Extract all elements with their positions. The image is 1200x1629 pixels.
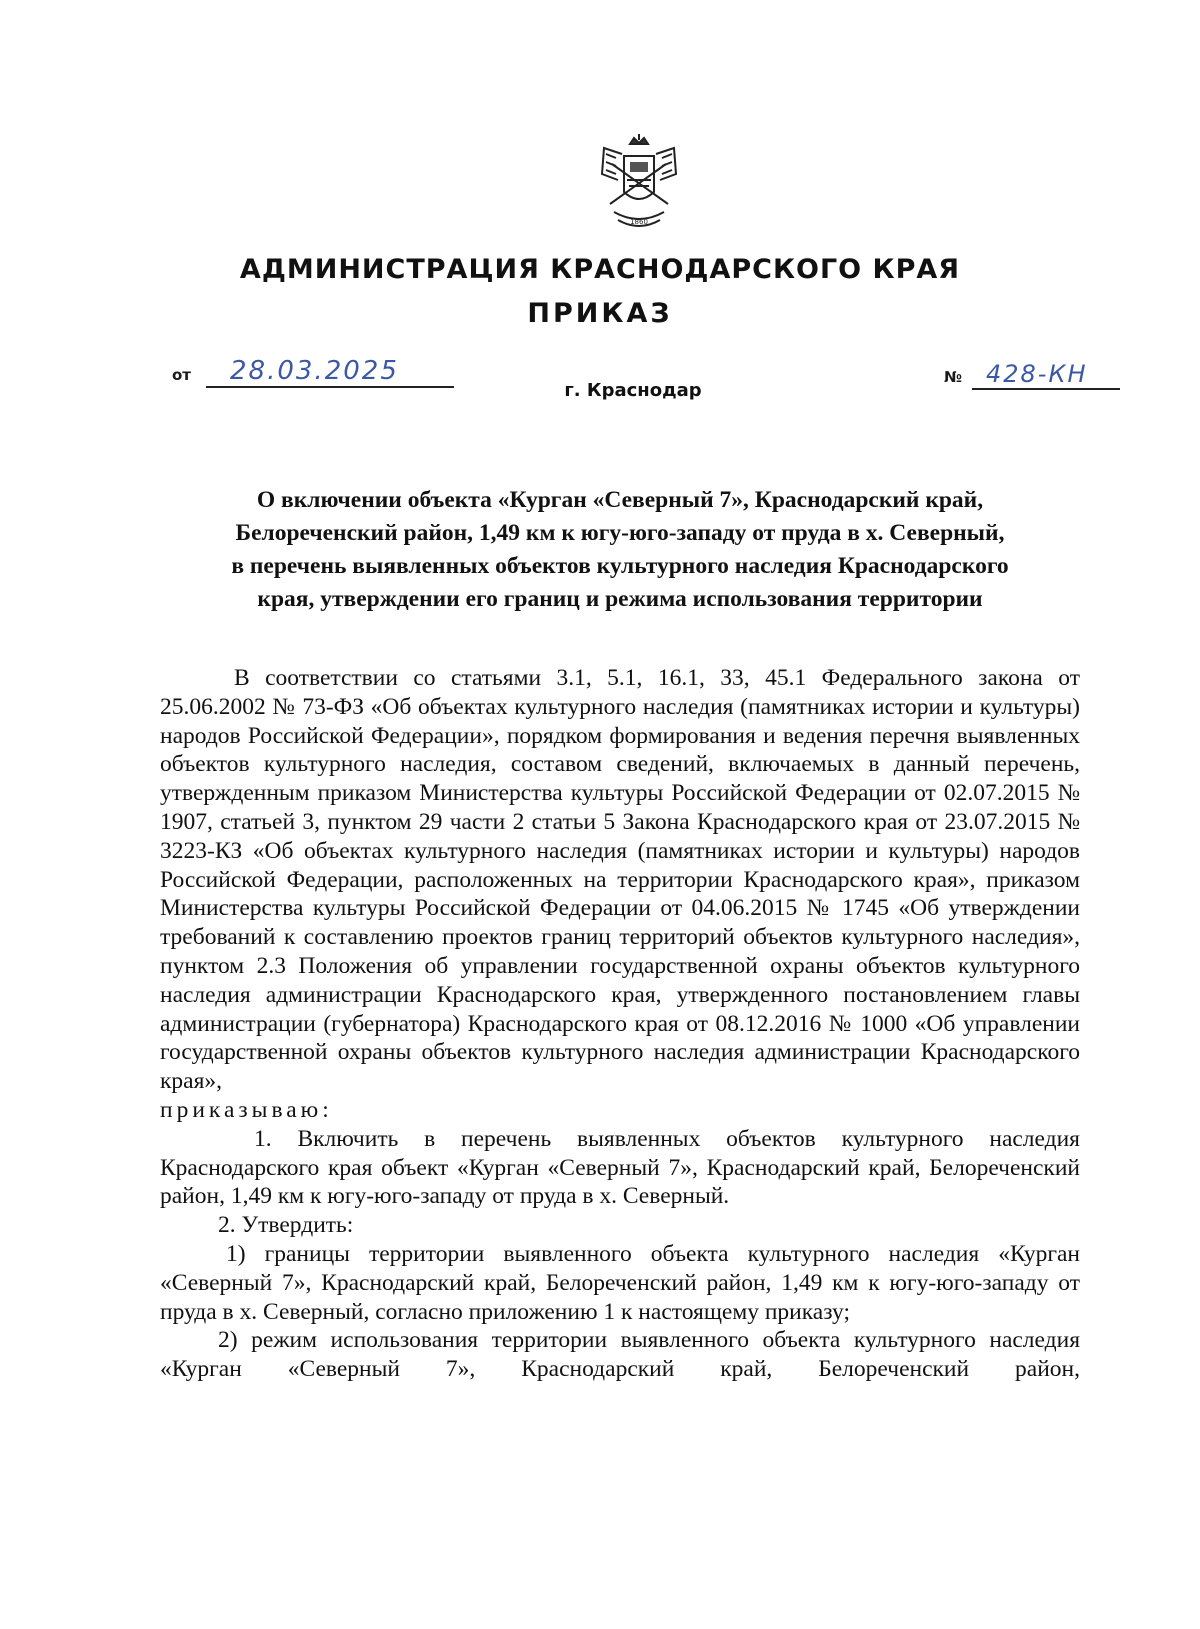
preamble-paragraph: В соответствии со статьями 3.1, 5.1, 16.1, 33, 45.1 Федерального закона от 25.06.2002 № 73-ФЗ «Об объектах культурного наследия (памятниках истории и культуры) народов Российской Федерации», порядком формирования и ведения перечня выявленных объектов культурного наследия, составом сведений, включаемых в данный перечень, утвержденным приказом Министерства культуры Российской Федерации от 02.07.2015 № 1907, статьей 3, пунктом 29 части 2 статьи 5 Закона Краснодарского края от 23.07.2015 № 3223-КЗ «Об объектах культурного наследия (памятниках истории и культуры) народов Российской Федерации, расположенных на территории Краснодарского края», приказом Министерства культуры Российской Федерации от 04.06.2015 № 1745 «Об утверждении требований к составлению проектов границ территорий объектов культурного наследия», пунктом 2.3 Положения об управлении государственной охраны объектов культурного наследия администрации Краснодарского края, утвержденного постановлением главы администрации (губернатора) Краснодарского края от 08.12.2016 № 1000 «Об управлении государственной охраны объектов культурного наследия администрации Краснодарского края», <box>160 665 1080 1095</box>
item-2-paragraph: 2. Утвердить: <box>218 1212 354 1239</box>
order-phrase: приказываю: <box>160 1096 333 1123</box>
document-subject <box>160 484 1080 616</box>
city-label: г. Краснодар <box>564 380 702 401</box>
subject-line: Белореченский район, 1,49 км к югу-юго-западу от пруда в х. Северный, <box>235 520 1005 546</box>
date-value-handwritten: 28.03.2025 <box>230 356 399 386</box>
document-type-title: ПРИКАЗ <box>527 298 673 329</box>
subject-line: О включении объекта «Курган «Северный 7», Краснодарский край, <box>256 487 984 513</box>
subject-line: в перечень выявленных объектов культурного наследия Краснодарского <box>231 553 1009 579</box>
subitem-2-paragraph: 2) режим использования территории выявленного объекта культурного наследия «Курган «Северный 7», Краснодарский край, Белореченский район, <box>160 1327 1080 1383</box>
subject-line: края, утверждении его границ и режима использования территории <box>257 586 983 612</box>
document-body <box>160 664 1080 1384</box>
svg-text:1860: 1860 <box>630 218 648 226</box>
number-prefix: № <box>944 368 963 386</box>
subitem-1-paragraph: 1) границы территории выявленного объекта культурного наследия «Курган «Северный 7», Краснодарский край, Белореченский район, 1,49 км к югу-юго-западу от пруда в х. Северный, согласно приложению 1 к настоящему приказу; <box>160 1240 1080 1325</box>
organization-title: АДМИНИСТРАЦИЯ КРАСНОДАРСКОГО КРАЯ <box>239 254 961 285</box>
item-1-paragraph: 1. Включить в перечень выявленных объектов культурного наследия Краснодарского края объект «Курган «Северный 7», Краснодарский край, Белореченский район, 1,49 км к югу-юго-западу от пруда в х. Северный. <box>160 1125 1080 1210</box>
number-value-handwritten: 428-КН <box>986 360 1088 388</box>
date-prefix: от <box>172 366 191 384</box>
coat-of-arms-icon <box>596 134 682 234</box>
